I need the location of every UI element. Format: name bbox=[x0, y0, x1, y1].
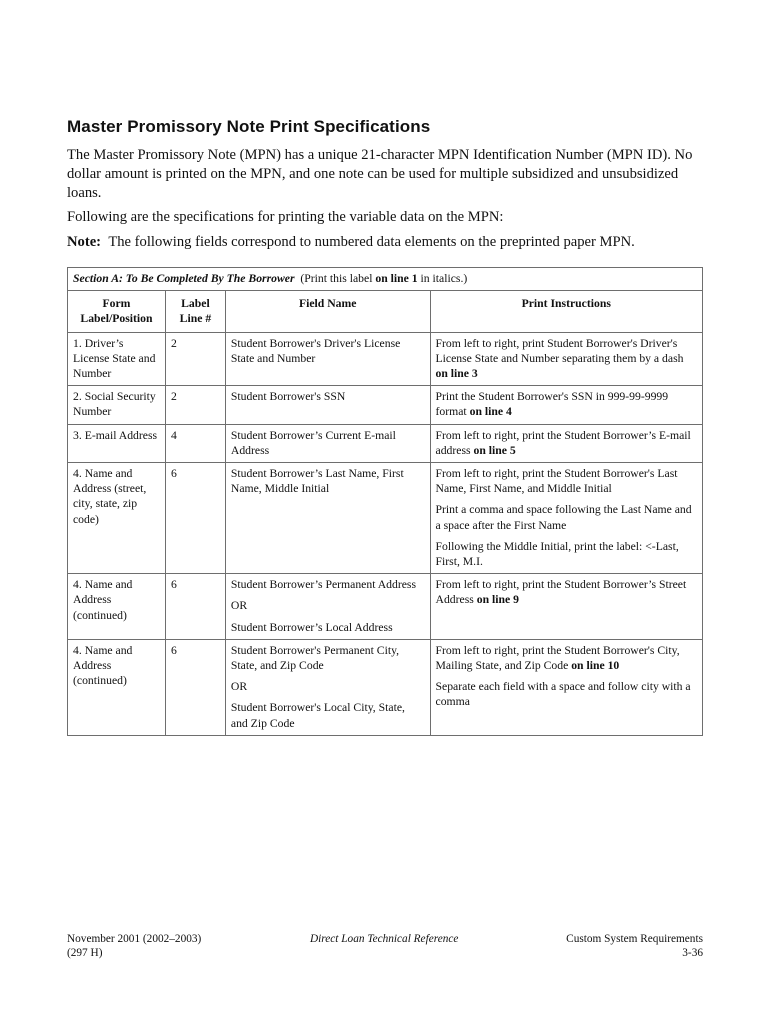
print-instruction-text bbox=[436, 539, 697, 569]
section-instr-pre: (Print this label bbox=[300, 272, 376, 285]
form-label-cell: 4. Name and Address (continued) bbox=[68, 574, 166, 640]
field-name-text: Student Borrower's SSN bbox=[230, 390, 346, 404]
field-name-text: Student Borrower's Driver's License State and Number bbox=[230, 336, 401, 365]
print-instruction-text bbox=[436, 389, 697, 419]
section-row bbox=[68, 268, 703, 291]
instruction-line-ref: on line 4 bbox=[469, 405, 512, 419]
footer-right bbox=[566, 932, 703, 960]
intro-followup: Following are the specifications for printing the variable data on the MPN: bbox=[67, 209, 504, 225]
table-row bbox=[68, 639, 703, 735]
form-label-cell: 3. E-mail Address bbox=[68, 424, 166, 462]
note-paragraph bbox=[67, 233, 707, 252]
field-name-cell bbox=[225, 639, 430, 735]
note-text: The following fields correspond to numbered data elements on the preprinted paper MPN. bbox=[108, 234, 635, 250]
print-instruction-text bbox=[436, 577, 697, 607]
footer-left bbox=[67, 932, 201, 960]
field-name-text: Student Borrower’s Last Name, First Name, Middle Initial bbox=[230, 467, 404, 496]
instruction-text: Separate each field with a space and follow city with a comma bbox=[435, 680, 691, 709]
field-name-text: Student Borrower's Local City, State, and Zip Code bbox=[230, 701, 405, 730]
instruction-text: From left to right, print the Student Borrower’s E-mail address bbox=[435, 428, 691, 457]
form-label-cell: 4. Name and Address (street, city, state, zip code) bbox=[68, 463, 166, 574]
print-instruction-cell bbox=[430, 386, 702, 424]
label-line-cell: 6 bbox=[165, 463, 225, 574]
field-name-text: OR bbox=[230, 680, 248, 694]
column-header-field-name: Field Name bbox=[225, 291, 430, 332]
section-title-cell bbox=[68, 268, 703, 291]
section-instr-bold: on line 1 bbox=[375, 272, 418, 285]
column-header-label-line: Label Line # bbox=[165, 291, 225, 332]
instruction-line-ref: on line 10 bbox=[571, 659, 620, 673]
table-row bbox=[68, 332, 703, 386]
instruction-text: Print a comma and space following the Last Name and a space after the First Name bbox=[435, 503, 692, 532]
print-instruction-cell bbox=[430, 574, 702, 640]
table-row bbox=[68, 463, 703, 574]
page-number: 3-36 bbox=[682, 947, 703, 959]
field-name-cell bbox=[225, 386, 430, 424]
field-name-text: Student Borrower's Permanent City, State, and Zip Code bbox=[230, 643, 400, 673]
column-header-form-label: Form Label/Position bbox=[68, 291, 166, 332]
field-name-text: Student Borrower’s Current E-mail Address bbox=[230, 428, 396, 457]
form-label-cell: 1. Driver’s License State and Number bbox=[68, 332, 166, 386]
field-name-cell bbox=[225, 424, 430, 462]
field-name-text: Student Borrower’s Permanent Address bbox=[230, 578, 417, 592]
table-row bbox=[68, 386, 703, 424]
field-name-cell bbox=[225, 574, 430, 640]
print-instruction-text bbox=[436, 679, 697, 709]
label-line-cell: 6 bbox=[165, 639, 225, 735]
print-instruction-text bbox=[436, 643, 697, 673]
header-row bbox=[68, 291, 703, 332]
page-title: Master Promissory Note Print Specifications bbox=[67, 117, 431, 136]
print-instruction-text bbox=[436, 336, 697, 382]
intro-paragraph: The Master Promissory Note (MPN) has a unique 21-character MPN Identification Number (MPN ID). No dollar amount is printed on the MPN, and one note can be used for multiple subsidized and unsubsidized loans. bbox=[67, 147, 693, 201]
table-row bbox=[68, 574, 703, 640]
form-label-cell: 2. Social Security Number bbox=[68, 386, 166, 424]
instruction-line-ref: on line 3 bbox=[435, 367, 478, 381]
print-instruction-cell bbox=[430, 332, 702, 386]
instruction-text: From left to right, print the Student Borrower's Last Name, First Name, and Middle Initial bbox=[435, 467, 678, 496]
instruction-text: Print the Student Borrower's SSN in 999-99-9999 format bbox=[435, 390, 669, 419]
instruction-text: From left to right, print the Student Borrower's City, Mailing State, and Zip Code bbox=[435, 643, 680, 673]
label-line-cell: 6 bbox=[165, 574, 225, 640]
footer-center: Direct Loan Technical Reference bbox=[310, 933, 459, 945]
print-instruction-text bbox=[436, 502, 697, 532]
section-instr-post: in italics.) bbox=[417, 272, 468, 285]
instruction-text: Following the Middle Initial, print the label: <-Last, First, M.I. bbox=[435, 539, 679, 569]
print-instruction-text bbox=[436, 466, 697, 496]
field-name-text: OR bbox=[230, 599, 248, 613]
table-row bbox=[68, 424, 703, 462]
field-name-text: Student Borrower’s Local Address bbox=[230, 620, 393, 634]
footer-code: (297 H) bbox=[67, 947, 103, 959]
footer-date: November 2001 (2002–2003) bbox=[67, 933, 202, 945]
label-line-cell: 2 bbox=[165, 332, 225, 386]
instruction-text: From left to right, print the Student Borrower’s Street Address bbox=[435, 578, 687, 607]
footer-section-title: Custom System Requirements bbox=[566, 933, 703, 945]
field-name-cell bbox=[225, 332, 430, 386]
print-instruction-cell bbox=[430, 463, 702, 574]
label-line-cell: 4 bbox=[165, 424, 225, 462]
column-header-print-instructions: Print Instructions bbox=[430, 291, 702, 332]
note-label: Note: bbox=[67, 234, 102, 250]
label-line-cell: 2 bbox=[165, 386, 225, 424]
form-label-cell: 4. Name and Address (continued) bbox=[68, 639, 166, 735]
table-body bbox=[68, 332, 703, 735]
instruction-line-ref: on line 5 bbox=[473, 443, 516, 457]
field-name-cell bbox=[225, 463, 430, 574]
print-instruction-text bbox=[436, 428, 697, 458]
print-instruction-cell bbox=[430, 424, 702, 462]
instruction-line-ref: on line 9 bbox=[476, 593, 519, 607]
print-spec-table bbox=[67, 267, 703, 736]
instruction-text: From left to right, print Student Borrower's Driver's License State and Number separating them by a dash bbox=[435, 336, 684, 365]
print-instruction-cell bbox=[430, 639, 702, 735]
section-title: Section A: To Be Completed By The Borrower bbox=[73, 272, 295, 285]
